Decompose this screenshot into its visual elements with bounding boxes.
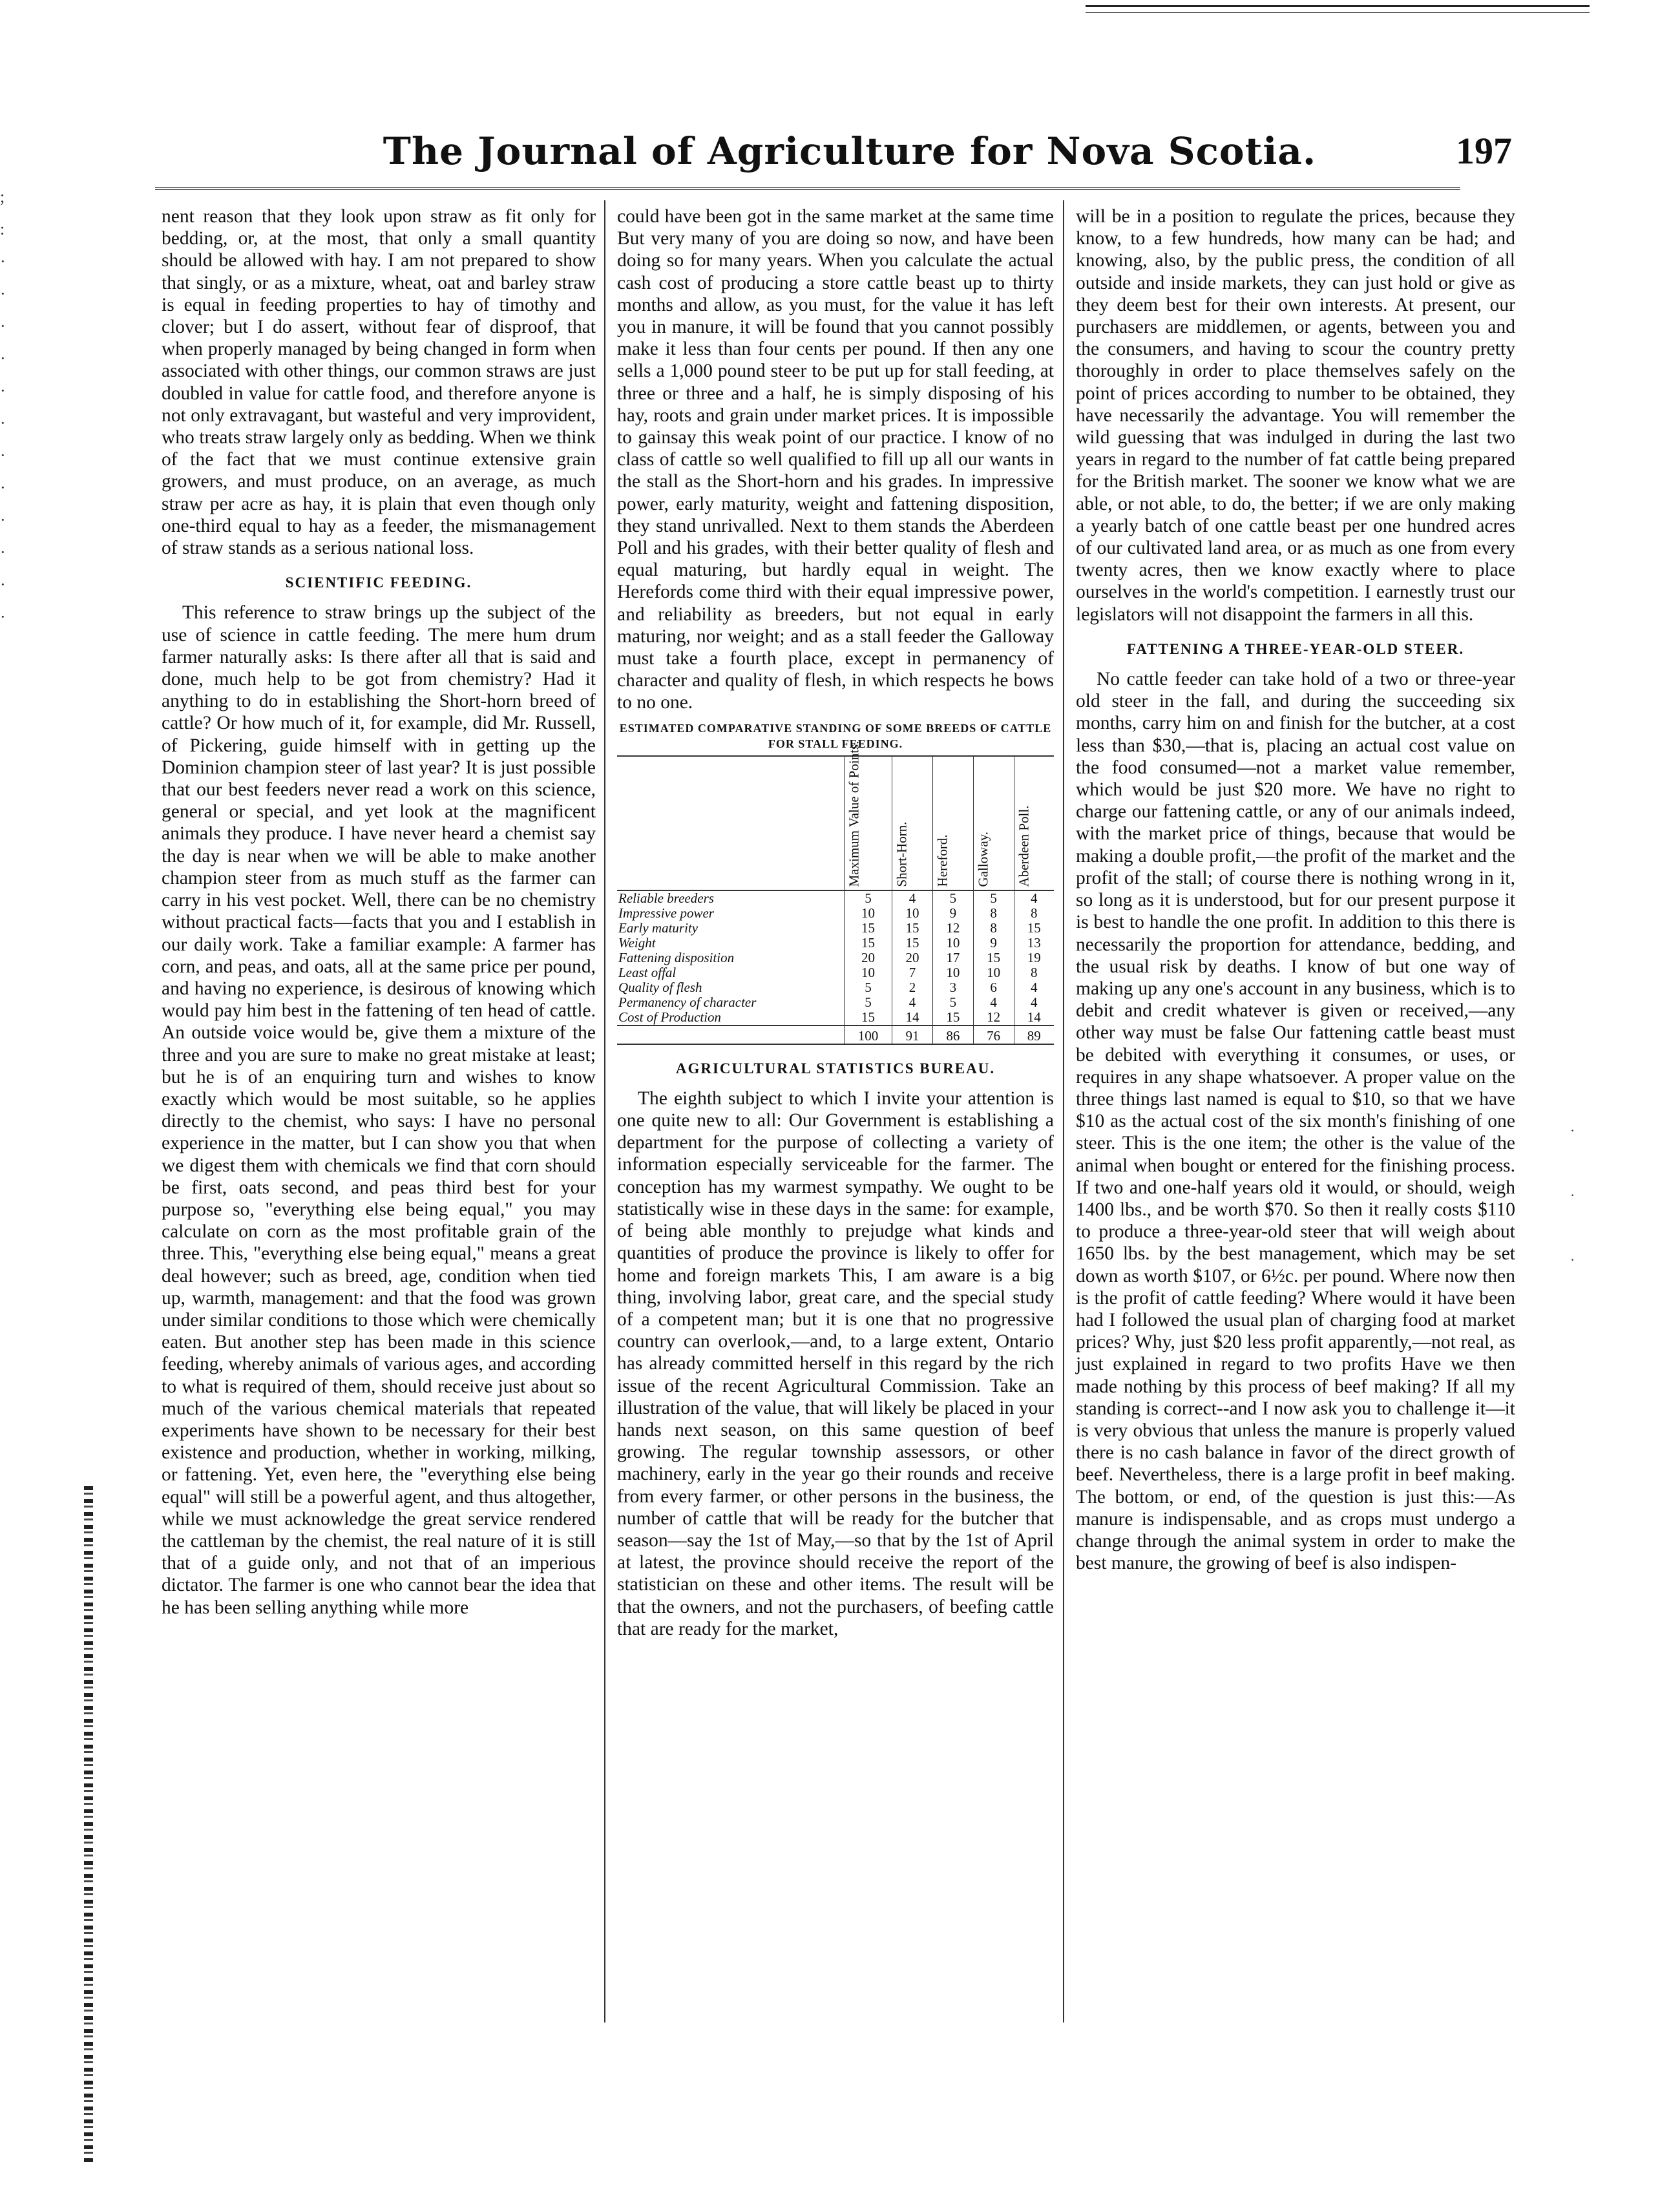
binding-edge-shadow <box>84 1486 93 2165</box>
table-row <box>617 1010 1054 1025</box>
total-cell: 100 <box>845 1025 892 1044</box>
paragraph: The eighth subject to which I invite your attention is one quite new to all: Our Government is establishing a department for the purpose of collecting a variety of information especially serviceable for the farmer. The conception has my warmest sympathy. We ought to be statistically wise in these days in the same: for example, of being able monthly to prejudge what kinds and quantities of produce the province is likely to offer for home and foreign markets This, I am aware is a big thing, involving labor, great care, and the special study of a competent man; but it is one that no progressive country can overlook,—and, to a large extent, Ontario has already committed herself in this regard by the rich issue of the recent Agricultural Commission. Take an illustration of the value, that will likely be placed in your hands next season, on this same question of beef growing. The regular township assessors, or other machinery, early in the year go their rounds and receive from every farmer, or other persons in the business, the number of cattle that will be ready for the butcher that season—say the 1st of May,—so that by the 1st of April at latest, the province should receive the report of the statistician on these and other items. The result will be that the owners, and not the purchasers, of beefing cattle that are ready for the market, <box>617 1088 1054 1639</box>
table-cell: 5 <box>845 980 892 995</box>
table-cell: 4 <box>1014 980 1054 995</box>
total-cell: 89 <box>1014 1025 1054 1044</box>
totals-row <box>617 1025 1054 1044</box>
table-cell: 10 <box>932 965 973 980</box>
page-header <box>155 129 1544 187</box>
table-cell: 15 <box>1014 921 1054 936</box>
table-cell: 9 <box>973 936 1014 951</box>
table-cell: 20 <box>892 951 933 965</box>
table-cell: 10 <box>973 965 1014 980</box>
table-cell: 8 <box>1014 965 1054 980</box>
row-label: Least offal <box>618 964 677 980</box>
table-row <box>617 980 1054 995</box>
table-cell: 14 <box>892 1010 933 1025</box>
table-row <box>617 890 1054 906</box>
column-3 <box>1076 205 1515 1574</box>
table-cell: 10 <box>845 906 892 921</box>
row-label: Reliable breeders <box>618 890 714 906</box>
table-cell: 15 <box>845 1010 892 1025</box>
table-cell: 17 <box>932 951 973 965</box>
section-heading: FATTENING A THREE-YEAR-OLD STEER. <box>1126 640 1465 657</box>
paragraph: No cattle feeder can take hold of a two or three-year old steer in the fall, and during the succeeding six months, carry him on and finish for the butcher, at a cost less than $30,—that is, placing an actual cost value on the food consumed—not a market value remember, which would be just $20 more. We have no right to charge our fattening cattle, or any of our animals indeed, with the market price of things, because that would be making a double profit,—the profit of the market and the profit of the stall; of course there is nothing wrong in it, so long as it is understood, but for our present purpose it is best to handle the one profit. In addition to this there is necessarily the proportion for attendance, bedding, and the usual risk by deaths. I know of but one way of making up any one's account in any business, which is to debit and credit whatever is given or received,—any other way must be false Our fattening cattle beast must be debited with everything it consumes, or uses, or requires in any shape whatsoever. A proper value on the three things last named is equal to $10, so that we have $10 as the actual cost of the six month's finishing of one steer. This is the one item; the other is the value of the animal when bought or entered for the finishing process. If two and one-half years old it would, or should, weigh 1400 lbs., and be worth $70. So then it really costs $110 to produce a three-year-old steer that will weigh about 1650 lbs. by the best management, which may be set down as worth $107, or 6½c. per pound. Where now then is the profit of cattle feeding? Where would it have been had I followed the usual plan of charging food at market prices? Why, just $20 less profit apparently,—not real, as just explained in regard to two profits Have we then made nothing by this process of beef making? If all my standing is correct--and I now ask you to challenge it—it is very obvious that unless the manure is properly valued there is no cash balance in favor of the direct growth of beef. Nevertheless, there is a large profit in beef making. The bottom, or end, of the question is just this:—As manure is indispensable, and as crops must undergo a change through the animal system in order to make the best manure, the growing of beef is also indispen- <box>1076 669 1515 1574</box>
table-cell: 15 <box>892 921 933 936</box>
left-margin-bleed-through: ; : · · · · · · · · · · · · <box>0 187 6 626</box>
table-cell: 10 <box>892 906 933 921</box>
paragraph: This reference to straw brings up the subject of the use of science in cattle feeding. The mere hum drum farmer naturally asks: Is there after all that is said and done, much help to be got from chemistry? Had it anything to do in establishing the Short-horn breed of cattle? Or how much of it, for example, did Mr. Russell, of Pickering, guide himself with in getting up the Dominion champion steer of last year? It is just possible that our best feeders never read a work on this science, general or special, and yet look at the magnificent animals they produce. I have never heard a chemist say the day is near when we will be able to make another champion steer from as much stuff as the farmer can carry in his vest pocket. Well, there can be no chemistry without practical facts—facts that you and I establish in our daily work. Take a familiar example: A farmer has corn, and peas, and oats, all at the same price per pound, and having no experience, is desirous of knowing which would pay him best in the fattening of ten head of cattle. An outside voice would be, give them a mixture of the three and you are sure to make no great mistake at least; but he is of an enquiring turn and wishes to know exactly which would be most suitable, so he applies directly to the chemist, who says: I have no personal experience in the matter, but I can show you that when we digest them with chemicals we find that corn should be first, oats second, and peas third best for your purpose so, "everything else being equal," you may calculate on corn as the most profitable grain of the three. This, "everything else being equal," means a great deal however; such as breed, age, condition when tied up, warmth, management: and that the food was grown under similar conditions to those which were chemically eaten. But another step has been made in this science feeding, whereby animals of various ages, and according to what is required of them, should receive just about so much of the various chemical materials that repeated experiments have shown to be necessary for their best existence and production, whether in working, milking, or fattening. Yet, even here, the "everything else being equal" will still be a powerful agent, and thus altogether, while we must acknowledge the great service rendered the cattleman by the chemist, the real nature of it is still that of a guide only, and not that of an imperious dictator. The farmer is one who cannot bear the idea that he has been selling anything while more <box>162 602 596 1618</box>
table-cell: 4 <box>973 995 1014 1010</box>
total-cell: 91 <box>892 1025 933 1044</box>
table-cell: 5 <box>932 995 973 1010</box>
table-cell: 7 <box>892 965 933 980</box>
column-2 <box>617 205 1054 1640</box>
column-header: Galloway. <box>973 756 1014 890</box>
table-row <box>617 995 1054 1010</box>
breeds-table <box>617 741 1054 1045</box>
table-cell: 4 <box>892 995 933 1010</box>
table-cell: 5 <box>932 890 973 906</box>
table-title: ESTIMATED COMPARATIVE STANDING OF SOME BREEDS OF CATTLE FOR STALL FEEDING. <box>619 721 1052 750</box>
table-cell: 15 <box>892 936 933 951</box>
table-cell: 8 <box>973 906 1014 921</box>
column-header: Aberdeen Poll. <box>1014 756 1054 890</box>
table-cell: 9 <box>932 906 973 921</box>
column-1 <box>162 205 596 1619</box>
paragraph: will be in a position to regulate the prices, because they know, to a few hundreds, how many can be had; and knowing, also, by the public press, the condition of all outside and inside markets, they can just hold or give as they deem best for their own interests. At present, our purchasers are middlemen, or agents, between you and the consumers, and having to scour the country pretty thoroughly in order to place themselves safely on the point of prices according to number to be obtained, they have necessarily the advantage. You will remember the wild guessing that was indulged in during the last two years in regard to the number of fat cattle being prepared for the British market. The sooner we know what we are able, or not able, to do, the better; if we are only making a yearly batch of one cattle beast per one hundred acres of our cultivated land area, or as much as one from every twenty acres, then we know exactly where to place ourselves in the world's competition. I earnestly trust our legislators will not disappoint the farmers in all this. <box>1076 206 1515 625</box>
table-cell: 5 <box>845 890 892 906</box>
row-label: Permanency of character <box>618 994 757 1010</box>
table-cell: 15 <box>932 1010 973 1025</box>
column-header: Short-Horn. <box>892 756 933 890</box>
section-heading: AGRICULTURAL STATISTICS BUREAU. <box>675 1060 996 1077</box>
header-rule <box>155 187 1460 190</box>
table-cell: 10 <box>932 936 973 951</box>
row-label: Quality of flesh <box>618 979 702 995</box>
table-cell: 5 <box>973 890 1014 906</box>
table-cell: 12 <box>932 921 973 936</box>
table-cell: 19 <box>1014 951 1054 965</box>
table-row <box>617 965 1054 980</box>
row-label: Impressive power <box>618 905 714 921</box>
table-row <box>617 921 1054 936</box>
column-header: Maximum Value of Points. <box>845 756 892 890</box>
column-header: Hereford. <box>932 756 973 890</box>
column-rule-1 <box>604 200 605 2023</box>
total-cell: 76 <box>973 1025 1014 1044</box>
page-number: 197 <box>1456 130 1512 172</box>
table-cell: 5 <box>845 995 892 1010</box>
table-cell: 4 <box>1014 890 1054 906</box>
table-cell: 15 <box>845 921 892 936</box>
table-row <box>617 906 1054 921</box>
table-cell: 20 <box>845 951 892 965</box>
totals-label <box>617 1025 845 1044</box>
table-cell: 10 <box>845 965 892 980</box>
table-cell: 3 <box>932 980 973 995</box>
table-cell: 6 <box>973 980 1014 995</box>
paragraph: could have been got in the same market at the same time But very many of you are doing so now, and have been doing so for many years. When you calculate the actual cash cost of producing a store cattle beast up to thirty months and allow, as you must, for the value it has left you in manure, it will be found that you cannot possibly make it less than four cents per pound. If then any one sells a 1,000 pound steer to be put up for stall feeding, at three or three and a half, he is simply disposing of his hay, roots and grain under market prices. It is impossible to gainsay this weak point of our practice. I know of no class of cattle so well qualified to fill up all our wants in the stall as the Short-horn and his grades. In impressive power, early maturity, weight and fattening disposition, they stand unrivalled. Next to them stands the Aberdeen Poll and his grades, with their better quality of flesh and equal maturing, but hardly equal in weight. The Herefords come third with their equal impressive power, and reliability as breeders, but not equal in early maturing, nor weight; and as a stall feeder the Galloway must take a fourth place, except in permanency of character and quality of flesh, in which respects he bows to no one. <box>617 206 1054 713</box>
table-cell: 15 <box>973 951 1014 965</box>
table-cell: 12 <box>973 1010 1014 1025</box>
section-heading: SCIENTIFIC FEEDING. <box>285 574 472 591</box>
table-cell: 4 <box>892 890 933 906</box>
running-title: The Journal of Agriculture for Nova Scotia. <box>383 129 1317 173</box>
table-cell: 4 <box>1014 995 1054 1010</box>
top-edge-rule <box>1086 5 1590 13</box>
row-label: Early maturity <box>618 920 698 936</box>
table-row <box>617 936 1054 951</box>
row-label: Cost of Production <box>618 1009 722 1025</box>
column-rule-2 <box>1063 200 1064 2023</box>
table-cell: 8 <box>973 921 1014 936</box>
table-cell: 8 <box>1014 906 1054 921</box>
table-row <box>617 951 1054 965</box>
table-cell: 13 <box>1014 936 1054 951</box>
table-cell: 14 <box>1014 1010 1054 1025</box>
row-label: Weight <box>618 934 656 951</box>
paragraph: nent reason that they look upon straw as fit only for bedding, or, at the most, that only a small quantity should be allowed with hay. I am not prepared to show that singly, or as a mixture, wheat, oat and barley straw is equal in feeding properties to hay of timothy and clover; but I do assert, without fear of disproof, that when properly managed by being changed in form when associated with other things, our common straws are just doubled in value for cattle food, and therefore anyone is not only extravagant, but wasteful and very improvident, who treats straw largely only as bedding. When we think of the fact that we must continue extensive grain growers, and must produce, on an average, as much straw per acre as hay, it is plain that even though only one-third equal to hay as a feeder, the mismanagement of straw stands as a serious national loss. <box>162 206 596 559</box>
row-label: Fattening disposition <box>618 949 735 965</box>
table-corner <box>617 756 845 890</box>
right-margin-specks: · · · <box>1570 1122 1575 1268</box>
table-cell: 2 <box>892 980 933 995</box>
total-cell: 86 <box>932 1025 973 1044</box>
table-cell: 15 <box>845 936 892 951</box>
